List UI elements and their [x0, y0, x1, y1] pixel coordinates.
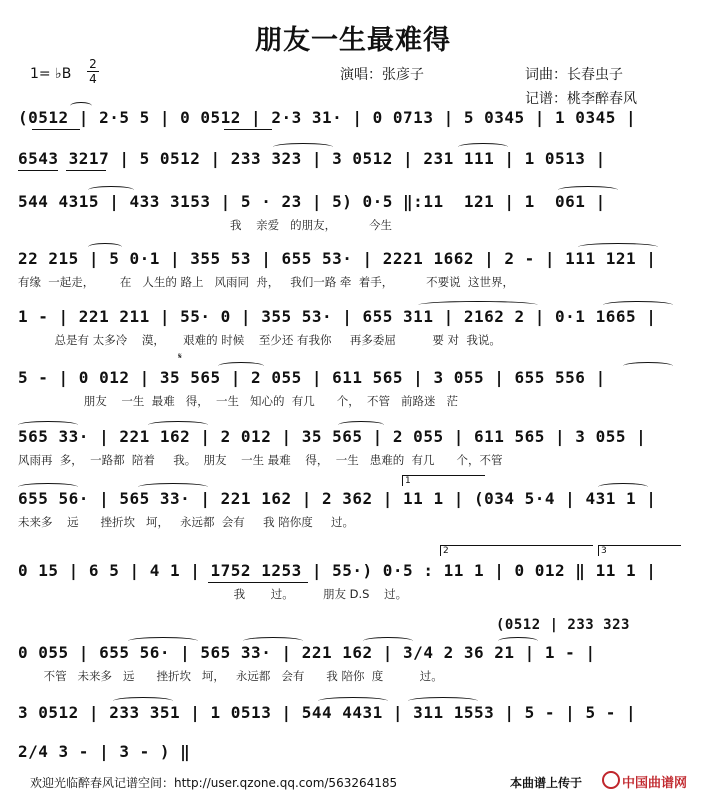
intro-reprise: (0512 | 233 323: [496, 617, 630, 633]
time-signature-top: 2: [89, 57, 97, 71]
song-title: 朋友一生最难得: [255, 25, 451, 56]
volta-bracket-1: 1: [402, 475, 485, 486]
notation-line: 5 - | 0 012 | 35 565 | 2 055 | 611 565 | 3 055 | 655 556 |: [18, 368, 606, 387]
lyric-line: 未来多 远 挫折坎 坷， 永远都 会有 我 陪你度 过。: [18, 515, 355, 529]
lyric-line: 总是有 太多冷 漠， 艰难的 时候 至少还 有我你 再多委屈 要 对 我说。: [18, 333, 501, 347]
arranger-credit: 记谱：桃李醉春风: [525, 91, 637, 107]
lyric-line: 风雨再 多， 一路都 陪着 我。 朋友 一生 最难 得， 一生 患难的 有几 个，不管: [18, 453, 503, 467]
lyric-line: 我 过。 朋友 D.S 过。: [18, 587, 408, 601]
notation-line: 1 - | 221 211 | 55· 0 | 355 53· | 655 311 | 2162 2 | 0·1 1665 |: [18, 307, 657, 326]
notation-line: 3 0512 | 233 351 | 1 0513 | 544 4431 | 311 1553 | 5 - | 5 - |: [18, 703, 637, 722]
notation-line: 655 56· | 565 33· | 221 162 | 2 362 | 11 1 | (034 5·4 | 431 1 |: [18, 489, 657, 508]
notation-line: 2/4 3 - | 3 - ) ‖: [18, 742, 191, 761]
composer-credit: 词曲：长春虫子: [525, 67, 623, 83]
time-signature-bottom: 4: [89, 72, 97, 86]
logo-mark-icon: [602, 771, 620, 789]
lyric-line: 朋友 一生 最难 得， 一生 知心的 有几 个， 不管 前路迷 茫: [18, 394, 458, 408]
lyric-line: 我 亲爱 的朋友， 今生: [18, 218, 393, 232]
key-signature: 1= ♭B: [30, 66, 72, 82]
notation-line: 565 33· | 221 162 | 2 012 | 35 565 | 2 055 | 611 565 | 3 055 |: [18, 427, 647, 446]
time-signature: [87, 58, 99, 85]
singer-credit: 演唱：张彦子: [340, 67, 424, 83]
volta-bracket-2: 2: [440, 545, 593, 556]
site-logo: [602, 770, 698, 790]
notation-line: 6543 3217 | 5 0512 | 233 323 | 3 0512 | 231 111 | 1 0513 |: [18, 149, 606, 168]
footer-upload-note: 本曲谱上传于: [510, 776, 583, 790]
logo-text: 中国曲谱网: [622, 776, 688, 791]
notation-line: 544 4315 | 433 3153 | 5 · 23 | 5) 0·5 ‖:11 121 | 1 061 |: [18, 192, 606, 211]
lyric-line: 有缘 一起走， 在 人生的 路上 风雨同 舟， 我们一路 牵 着手， 不要说 这世界，: [18, 275, 514, 289]
footer-website-note: 欢迎光临醉春风记谱空间：http://user.qzone.qq.com/563264185: [30, 776, 398, 790]
segno-sign: 𝄋: [178, 352, 182, 362]
volta-bracket-3: 3: [598, 545, 681, 556]
notation-line: 0 15 | 6 5 | 4 1 | 1752 1253 | 55·) 0·5 : 11 1 | 0 012 ‖ 11 1 |: [18, 561, 657, 580]
notation-line: 22 215 | 5 0·1 | 355 53 | 655 53· | 2221 1662 | 2 - | 111 121 |: [18, 249, 657, 268]
notation-line: (0512 | 2·5 5 | 0 0512 | 2·3 31· | 0 0713 | 5 0345 | 1 0345 |: [18, 108, 637, 127]
notation-line: 0 055 | 655 56· | 565 33· | 221 162 | 3/4 2 36 21 | 1 - |: [18, 643, 596, 662]
lyric-line: 不管 未来多 远 挫折坎 坷， 永远都 会有 我 陪你 度 过。: [18, 669, 443, 683]
